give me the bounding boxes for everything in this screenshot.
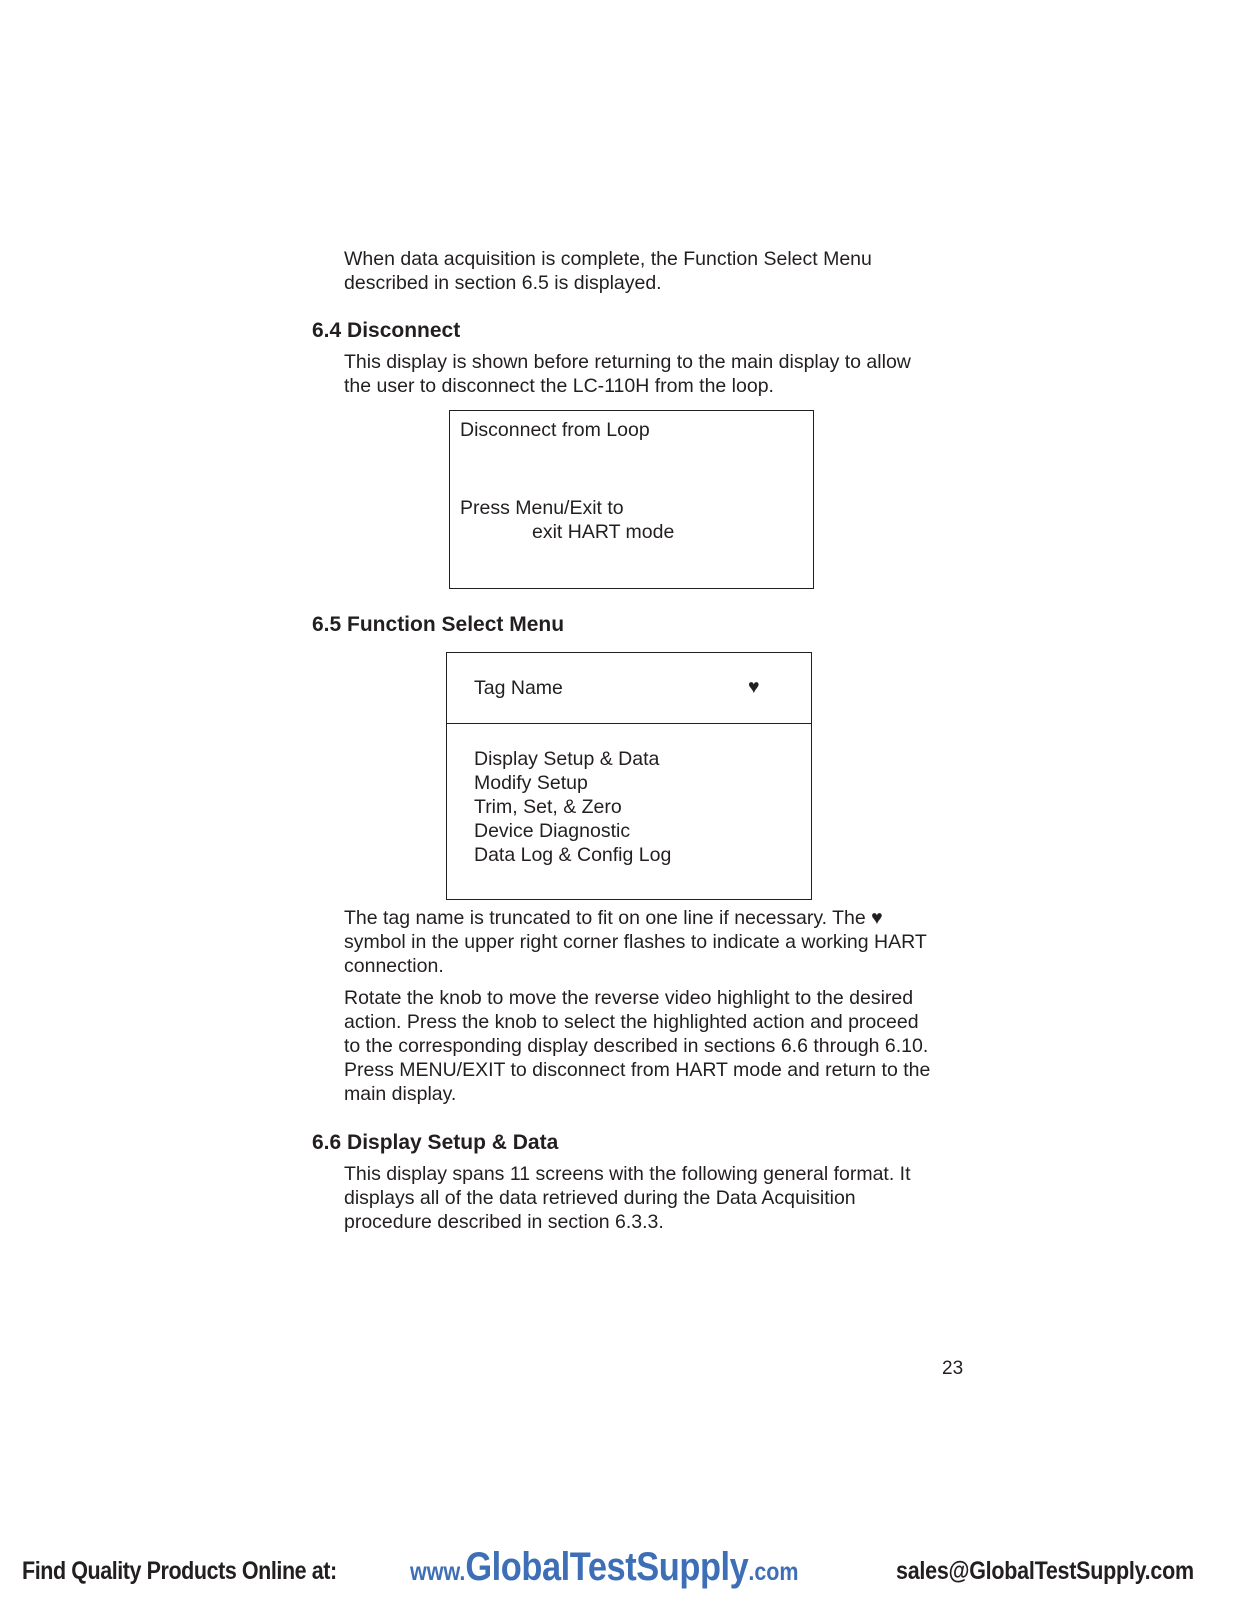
footer-email-link[interactable]: sales@GlobalTestSupply.com <box>896 1557 1194 1585</box>
rotate-knob-line: main display. <box>344 1083 457 1105</box>
screen-divider <box>447 723 811 724</box>
section-heading-6-4: 6.4 Disconnect <box>312 319 461 342</box>
tag-name-paragraph <box>344 906 964 978</box>
rotate-knob-line: to the corresponding display described in sections 6.6 through 6.10. <box>344 1035 929 1057</box>
footer-website-prefix: www. <box>410 1558 466 1586</box>
footer-website-suffix: .com <box>748 1558 799 1586</box>
tag-name-label: Tag Name <box>474 677 563 699</box>
rotate-knob-paragraph <box>344 986 964 1106</box>
disconnect-paragraph <box>344 350 964 398</box>
menu-item-data-log: Data Log & Config Log <box>474 844 672 866</box>
rotate-knob-line: action. Press the knob to select the highlighted action and proceed <box>344 1011 919 1033</box>
rotate-knob-line: Press MENU/EXIT to disconnect from HART mode and return to the <box>344 1059 931 1081</box>
tag-name-line: symbol in the upper right corner flashes to indicate a working HART <box>344 931 927 953</box>
page-number: 23 <box>942 1358 964 1379</box>
section-heading-6-5: 6.5 Function Select Menu <box>312 613 565 636</box>
footer-website-domain: GlobalTestSupply <box>465 1545 749 1589</box>
intro-line: When data acquisition is complete, the Function Select Menu <box>344 248 872 270</box>
display-setup-line: displays all of the data retrieved during the Data Acquisition <box>344 1187 856 1209</box>
footer-website-link[interactable] <box>410 1545 799 1590</box>
display-setup-paragraph <box>344 1162 964 1234</box>
rotate-knob-line: Rotate the knob to move the reverse video highlight to the desired <box>344 987 914 1009</box>
tag-name-line: connection. <box>344 955 444 977</box>
menu-item-trim-set-zero: Trim, Set, & Zero <box>474 796 622 818</box>
display-setup-line: This display spans 11 screens with the following general format. It <box>344 1163 911 1185</box>
tag-name-line: The tag name is truncated to fit on one line if necessary. The ♥ <box>344 907 883 929</box>
menu-item-device-diagnostic: Device Diagnostic <box>474 820 631 842</box>
function-select-screen <box>446 652 812 900</box>
footer-tagline: Find Quality Products Online at: <box>22 1557 337 1585</box>
disconnect-screen-title: Disconnect from Loop <box>460 419 650 441</box>
intro-paragraph <box>344 247 964 295</box>
menu-item-display-setup: Display Setup & Data <box>474 748 660 770</box>
disconnect-line: the user to disconnect the LC-110H from the loop. <box>344 375 774 397</box>
disconnect-screen-instruction-cont: exit HART mode <box>532 521 675 543</box>
menu-list <box>474 747 671 867</box>
section-heading-6-6: 6.6 Display Setup & Data <box>312 1131 559 1154</box>
menu-item-modify-setup: Modify Setup <box>474 772 588 794</box>
disconnect-screen-instruction: Press Menu/Exit to <box>460 497 624 519</box>
heart-icon: ♥ <box>748 676 760 698</box>
intro-line: described in section 6.5 is displayed. <box>344 272 662 294</box>
footer-banner <box>0 1545 1237 1595</box>
disconnect-line: This display is shown before returning to the main display to allow <box>344 351 911 373</box>
display-setup-line: procedure described in section 6.3.3. <box>344 1211 664 1233</box>
disconnect-screen <box>449 410 814 589</box>
